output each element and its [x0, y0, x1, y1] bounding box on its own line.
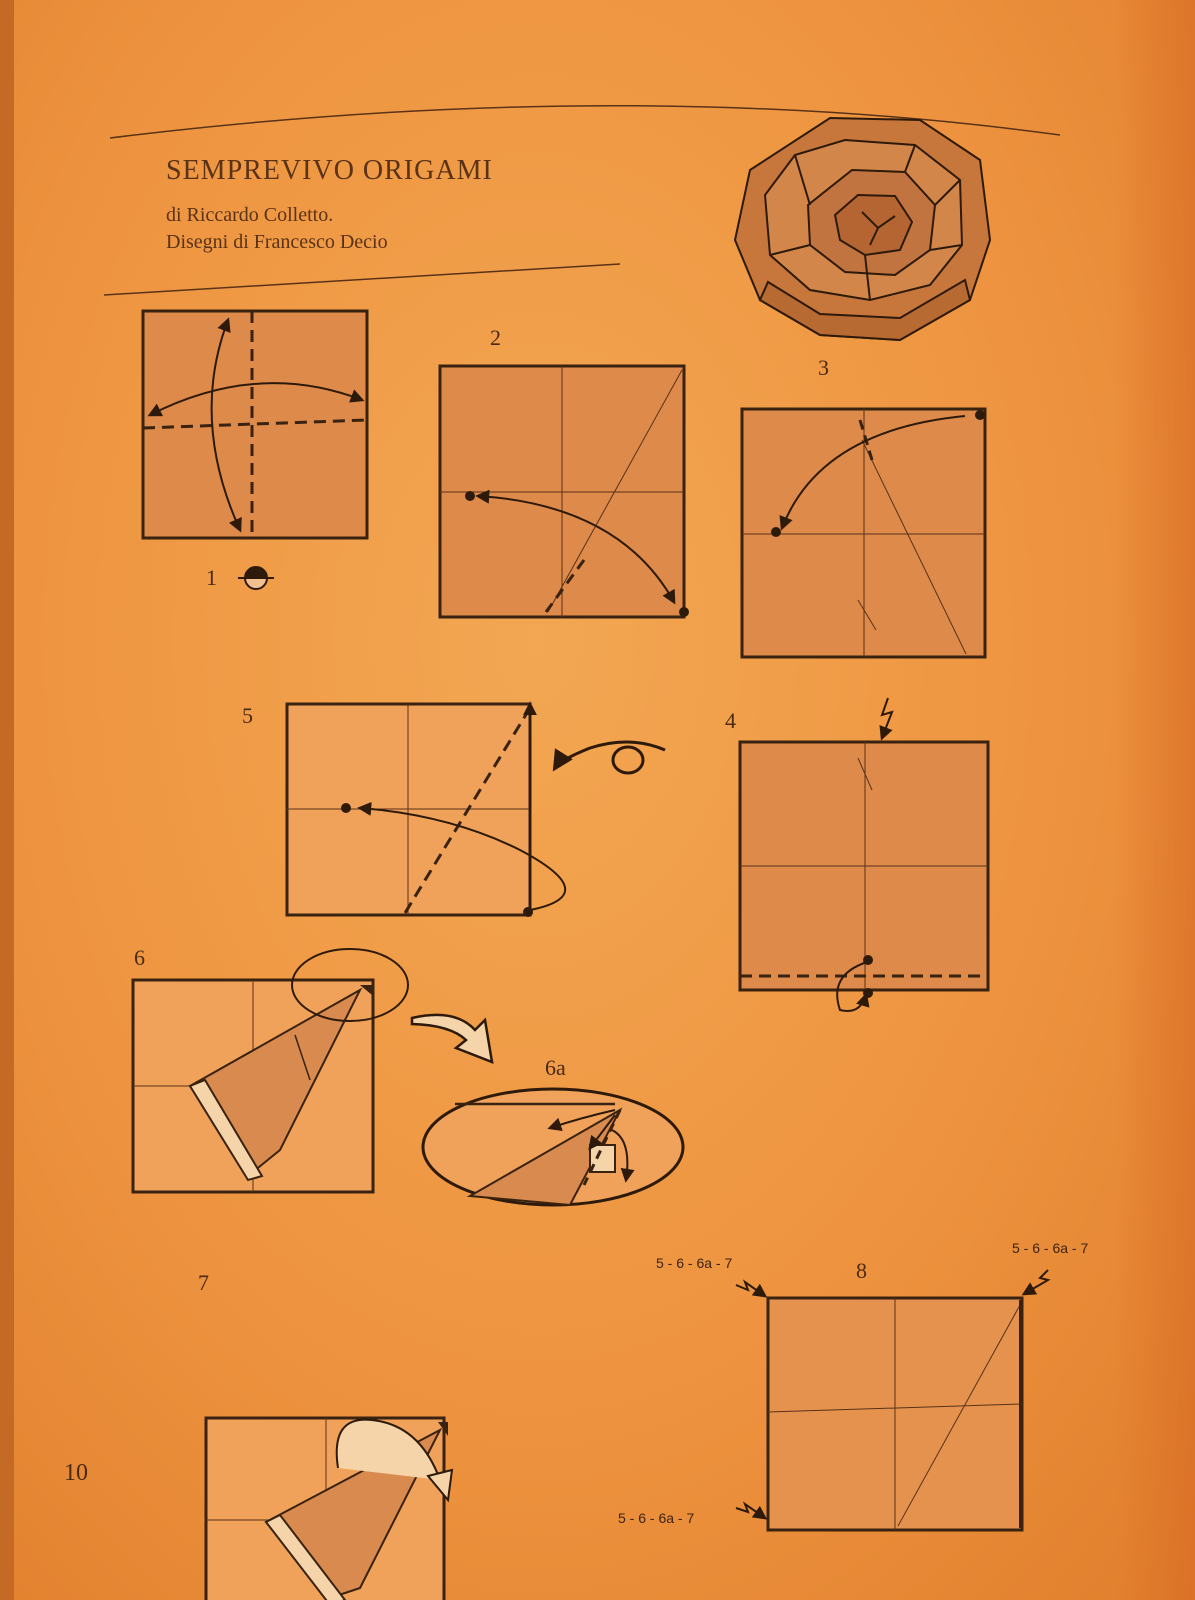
- step-2-diagram: [440, 366, 689, 617]
- page-number: 10: [64, 1460, 88, 1486]
- step-5-label: 5: [242, 703, 253, 728]
- step-8-ref-bottom-left: 5 - 6 - 6a - 7: [618, 1510, 695, 1526]
- step-7-diagram: [206, 1418, 452, 1600]
- step-3-label: 3: [818, 355, 829, 380]
- enlarge-arrow-icon: [412, 1015, 492, 1062]
- turn-over-icon: [238, 567, 274, 589]
- drawings-credit: Disegni di Francesco Decio: [166, 231, 388, 253]
- step-5-diagram: [287, 704, 665, 917]
- page-title: SEMPREVIVO ORIGAMI: [166, 155, 493, 186]
- step-1-label: 1: [206, 565, 217, 590]
- step-3-diagram: [742, 409, 985, 657]
- step-8-ref-top-left: 5 - 6 - 6a - 7: [656, 1255, 733, 1271]
- header-bottom-rule: [104, 264, 620, 295]
- step-2-label: 2: [490, 325, 501, 350]
- step-1-diagram: [143, 311, 367, 589]
- step-4-label: 4: [725, 708, 736, 733]
- rotate-view-icon: [555, 742, 665, 773]
- finished-rose-illustration: [735, 118, 990, 340]
- step-6-label: 6: [134, 945, 145, 970]
- step-6a-label: 6a: [545, 1055, 566, 1080]
- step-8-ref-top-right: 5 - 6 - 6a - 7: [1012, 1240, 1089, 1256]
- step-4-diagram: [740, 698, 988, 1011]
- step-8-diagram: [736, 1270, 1048, 1530]
- step-7-label: 7: [198, 1270, 209, 1295]
- author-credit: di Riccardo Colletto.: [166, 204, 334, 226]
- step-8-label: 8: [856, 1258, 867, 1283]
- step-6a-diagram: [423, 1089, 683, 1205]
